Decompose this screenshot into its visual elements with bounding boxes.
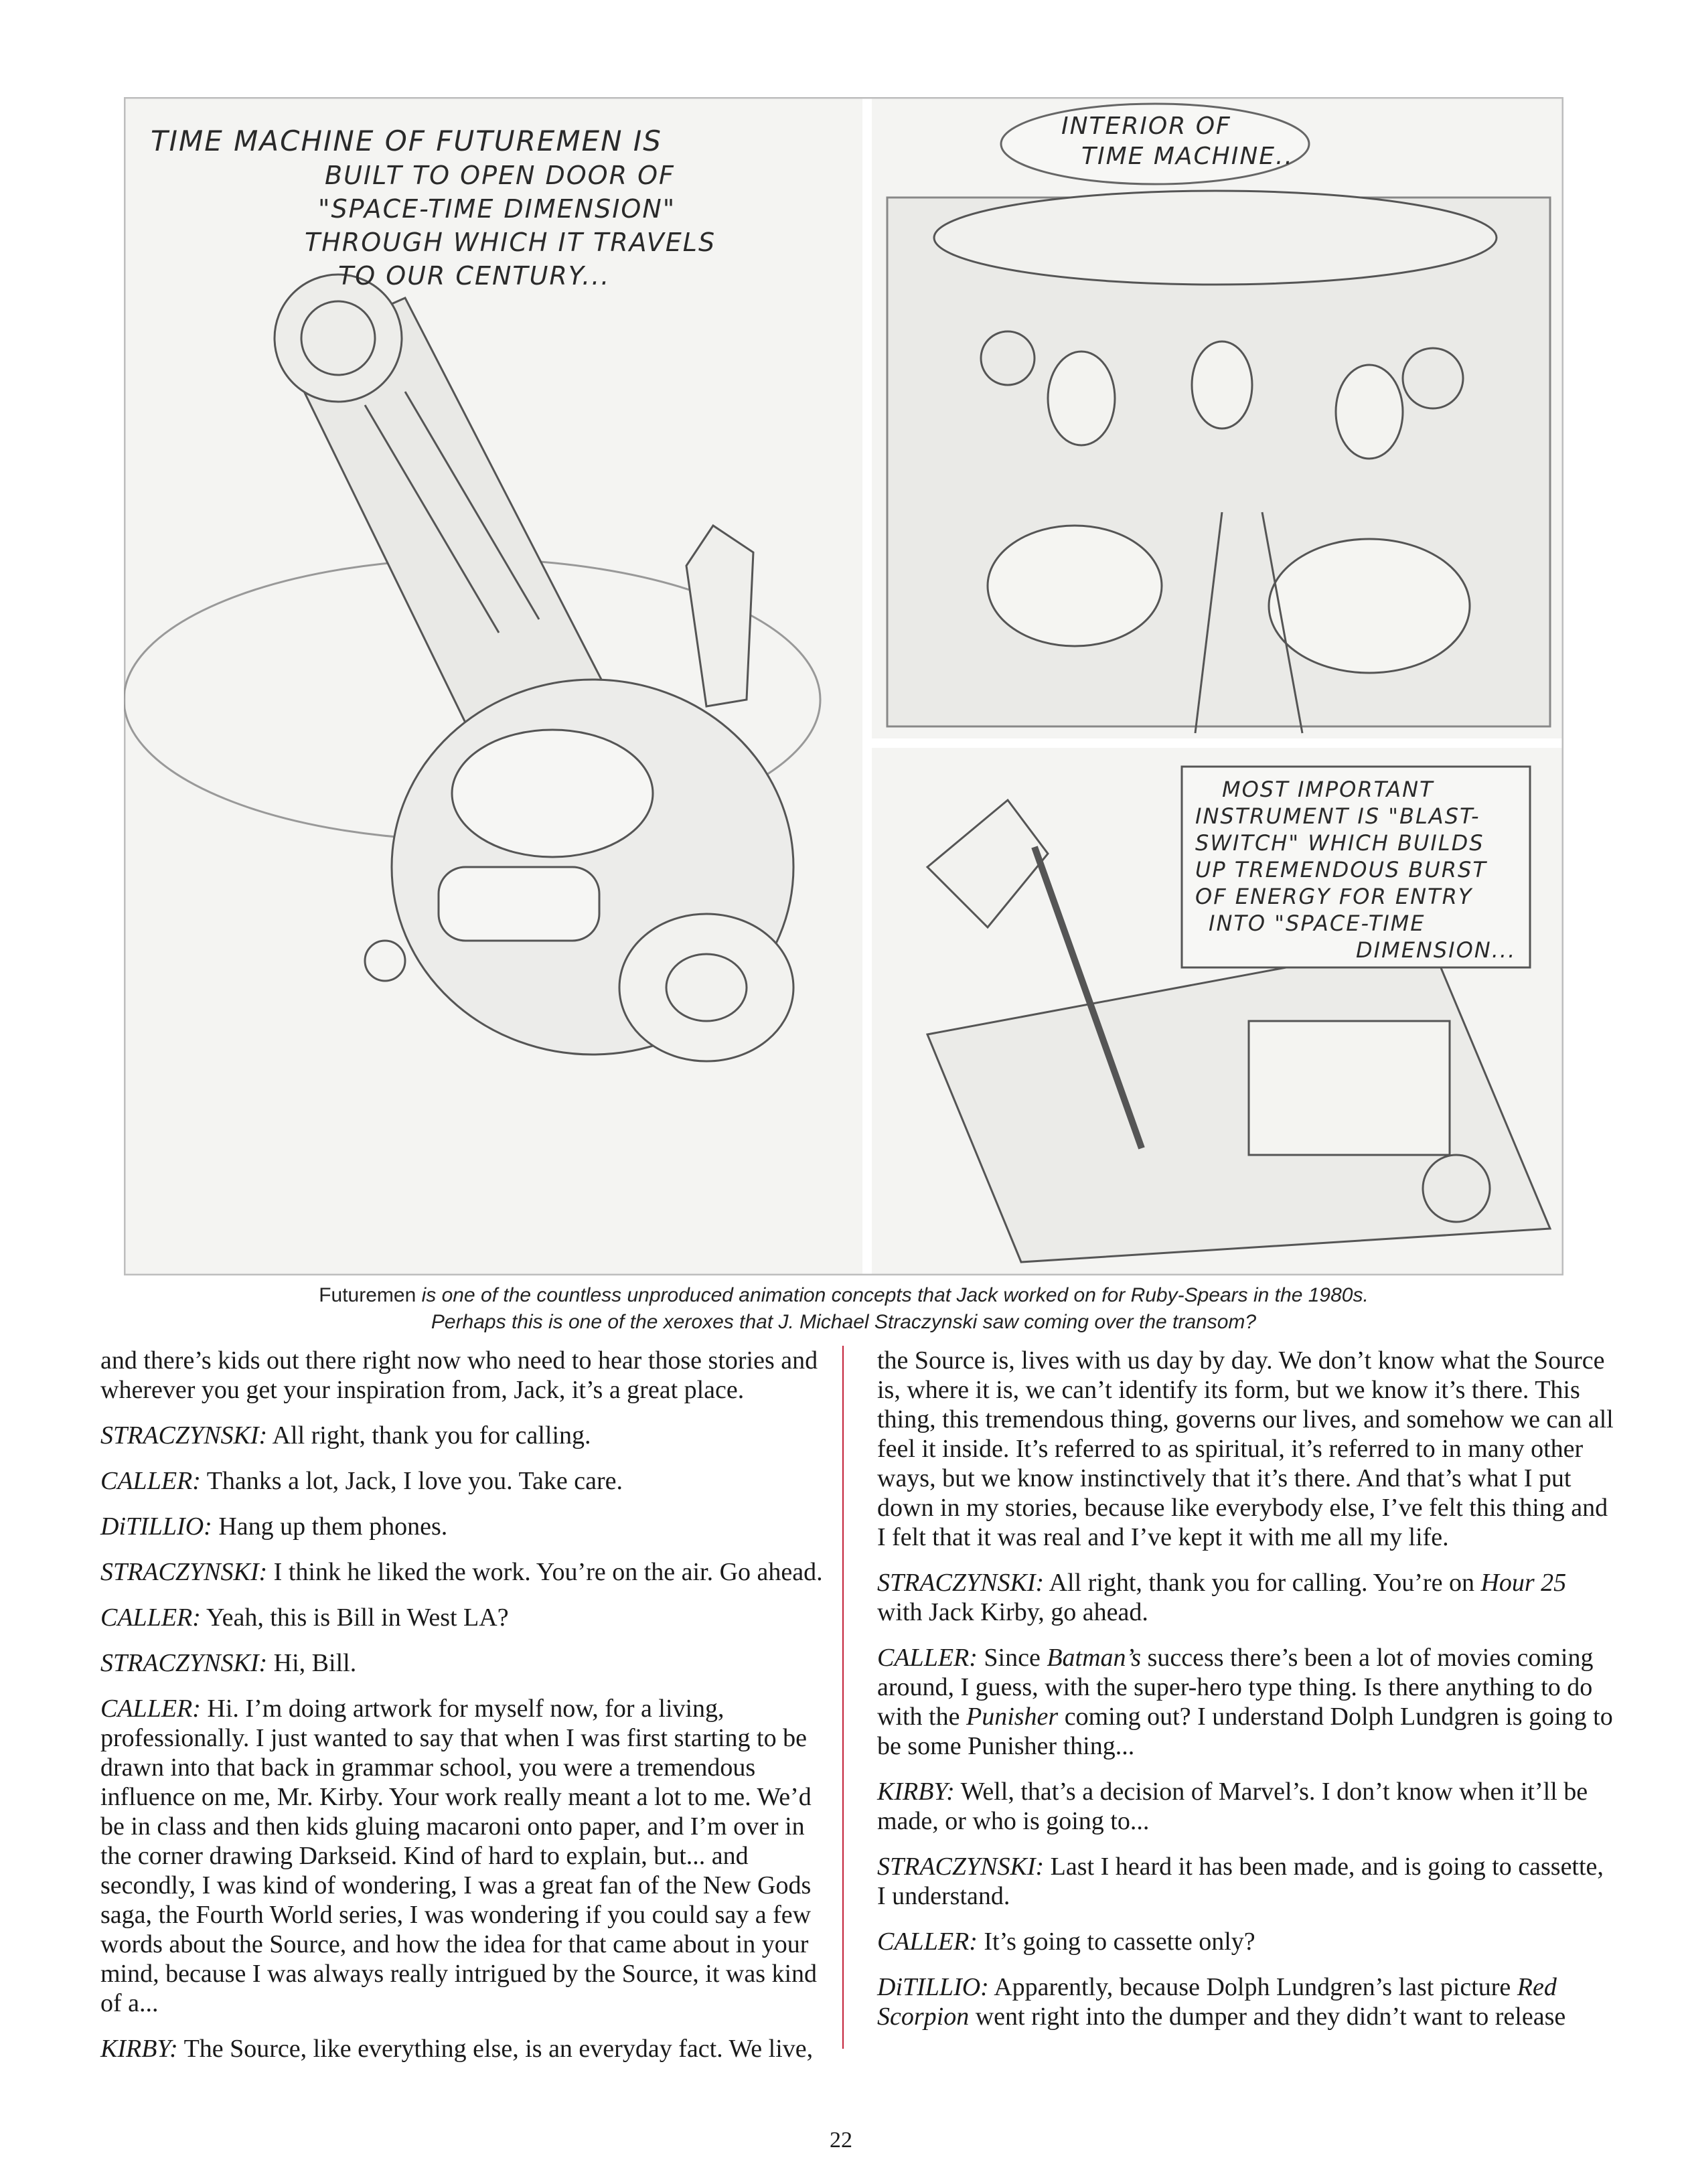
svg-text:TO OUR CENTURY...: TO OUR CENTURY... (338, 261, 611, 291)
speaker: STRACZYNSKI: (100, 1649, 268, 1677)
speaker: DiTILLIO: (100, 1512, 212, 1541)
paragraph: CALLER: Thanks a lot, Jack, I love you. Take care. (100, 1467, 623, 1495)
svg-text:OF ENERGY FOR ENTRY: OF ENERGY FOR ENTRY (1195, 884, 1473, 909)
paragraph: CALLER: Hi. I’m doing artwork for myself now, for a living, professionally. I just wanted to say that when I was first starting to be drawn into that back in grammar school, you were a tremendous influence on me, Mr. Kirby. Your work really meant a lot to me. We’d be in class and then kids gluing macaroni onto paper, and I’m over in the corner drawing Darkseid. Kind of hard to explain, but... and secondly, I was kind of wondering, I was a great fan of the New Gods saga, the Fourth World series, I was wondering if you could say a few words about the Source, and how the idea for that came about in your mind, because I was always really intrigued by the Source, it was kind of a... (100, 1695, 818, 2017)
bottom-right-caption (1182, 767, 1530, 967)
speaker: KIRBY: (100, 2035, 178, 2063)
paragraph: STRACZYNSKI: Hi, Bill. (100, 1649, 357, 1677)
speaker: CALLER: (100, 1695, 201, 1723)
caption-title: Futuremen (319, 1284, 416, 1306)
paragraph: CALLER: Since Batman’s success there’s been a lot of movies coming around, I guess, with the super-hero type thing. Is there anything to do with the Punisher coming out? I understand Dolph Lundgren is going to be some Punisher thing... (877, 1644, 1613, 1760)
top-right-caption (1001, 104, 1309, 184)
paragraph: STRACZYNSKI: All right, thank you for calling. (100, 1421, 591, 1450)
paragraph: CALLER: Yeah, this is Bill in West LA? (100, 1604, 509, 1632)
paragraph: the Source is, lives with us day by day. We don’t know what the Source is, where it is, we can’t identify its form, but we know it’s there. This thing, this tremendous thing, governs our lives, and somehow we can all feel it inside. It’s referred to as spiritual, it’s referred to in many other ways, but we know instinctively that it’s there. And that’s what I put down in my stories, because like everybody else, I’ve felt this thing and I felt that it was real and I’ve kept it with me all my life. (877, 1346, 1614, 1551)
paragraph: CALLER: It’s going to cassette only? (877, 1928, 1255, 1956)
paragraph: STRACZYNSKI: All right, thank you for calling. You’re on Hour 25 with Jack Kirby, go ahead. (877, 1569, 1567, 1626)
svg-text:DIMENSION...: DIMENSION... (1356, 937, 1517, 963)
svg-text:INTO "SPACE-TIME: INTO "SPACE-TIME (1209, 911, 1426, 936)
paragraph: DiTILLIO: Hang up them phones. (100, 1512, 448, 1541)
caption-line-2: Perhaps this is one of the xeroxes that J. Michael Straczynski saw coming over the transom? (431, 1311, 1257, 1333)
svg-text:MOST IMPORTANT: MOST IMPORTANT (1222, 777, 1434, 802)
paragraph: KIRBY: The Source, like everything else, is an everyday fact. We live, (100, 2035, 814, 2063)
svg-text:TIME MACHINE..: TIME MACHINE.. (1081, 143, 1294, 170)
speaker: CALLER: (100, 1604, 201, 1632)
svg-text:BUILT TO OPEN DOOR OF: BUILT TO OPEN DOOR OF (325, 161, 675, 190)
artwork-futuremen (124, 97, 1563, 1275)
speaker: STRACZYNSKI: (100, 1421, 268, 1450)
svg-text:"SPACE-TIME DIMENSION": "SPACE-TIME DIMENSION" (318, 194, 676, 224)
paragraph: STRACZYNSKI: Last I heard it has been made, and is going to cassette, I understand. (877, 1853, 1604, 1910)
left-column (100, 1346, 837, 2080)
svg-text:SWITCH" WHICH BUILDS: SWITCH" WHICH BUILDS (1195, 830, 1484, 856)
page-number: 22 (830, 2128, 852, 2153)
svg-text:INTERIOR OF: INTERIOR OF (1061, 112, 1231, 140)
right-column (877, 1346, 1614, 2047)
paragraph: KIRBY: Well, that’s a decision of Marvel’s. I don’t know when it’ll be made, or who is going to... (877, 1778, 1588, 1835)
caption-line-1: Futuremen is one of the countless unproduced animation concepts that Jack worked on for Ruby-Spears in the 1980s. (319, 1284, 1369, 1306)
svg-text:THROUGH WHICH IT TRAVELS: THROUGH WHICH IT TRAVELS (305, 228, 716, 257)
paragraph: STRACZYNSKI: I think he liked the work. You’re on the air. Go ahead. (100, 1558, 823, 1586)
figure-caption (124, 1282, 1563, 1336)
interior-drawing (887, 191, 1550, 733)
paragraph: and there’s kids out there right now who need to hear those stories and wherever you get your inspiration from, Jack, it’s a great place. (100, 1346, 818, 1404)
column-divider (842, 1346, 844, 2049)
svg-text:TIME MACHINE OF FUTUREMEN IS: TIME MACHINE OF FUTUREMEN IS (151, 125, 662, 157)
speaker: CALLER: (100, 1467, 201, 1495)
svg-text:INSTRUMENT IS "BLAST-: INSTRUMENT IS "BLAST- (1195, 803, 1480, 829)
paragraph: DiTILLIO: Apparently, because Dolph Lundgren’s last picture Red Scorpion went right into the dumper and they didn’t want to release (877, 1973, 1566, 2031)
svg-text:UP TREMENDOUS BURST: UP TREMENDOUS BURST (1195, 857, 1487, 882)
speaker: STRACZYNSKI: (100, 1558, 268, 1586)
